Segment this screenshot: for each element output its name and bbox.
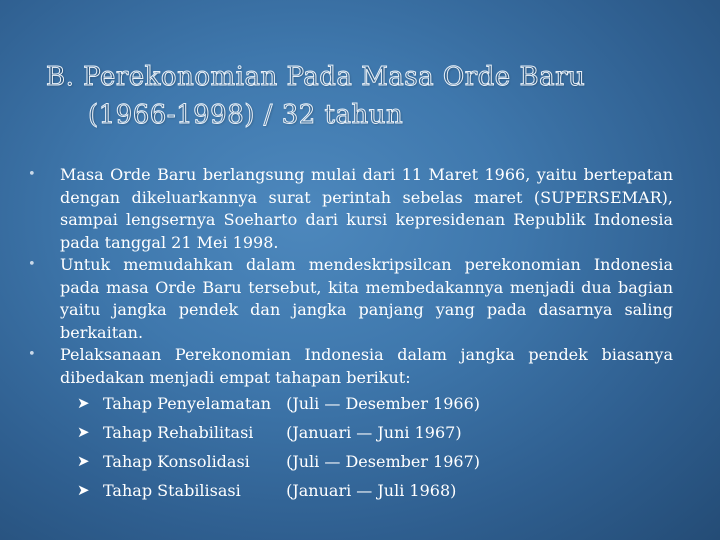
stage-name: Tahap Stabilisasi (103, 481, 241, 500)
arrow-right-icon: ➤ (77, 481, 90, 499)
bullet-text: Pelaksanaan Perekonomian Indonesia dalam jangka pendek biasanya dibedakan menjadi empat tahapan berikut: (60, 345, 673, 387)
bullet-text: Masa Orde Baru berlangsung mulai dari 11 Maret 1966, yaitu bertepatan dengan dikeluarkannya surat perintah sebelas maret (SUPERSEMAR), sampai lengsernya Soeharto dari kursi kepresidenan Republik Indonesia pada tanggal 21 Mei 1998. (60, 165, 673, 252)
bullet-item (28, 344, 673, 389)
stage-item (28, 447, 673, 476)
stage-name: Tahap Penyelamatan (103, 394, 272, 413)
arrow-right-icon: ➤ (77, 452, 90, 470)
bullet-dot-icon: • (28, 347, 36, 362)
slide-title-line-2: (1966-1998) / 32 tahun (88, 100, 404, 130)
slide-title (0, 58, 720, 134)
stage-item (28, 476, 673, 505)
stage-name: Tahap Konsolidasi (103, 452, 250, 471)
bullet-item (28, 164, 673, 254)
slide-title-line-1: B. Perekonomian Pada Masa Orde Baru (46, 62, 586, 92)
stage-period: (Januari — Juli 1968) (286, 481, 457, 500)
arrow-right-icon: ➤ (77, 423, 90, 441)
bullet-dot-icon: • (28, 257, 36, 272)
arrow-right-icon: ➤ (77, 394, 90, 412)
slide-content (28, 164, 673, 505)
stage-name: Tahap Rehabilitasi (103, 423, 254, 442)
stage-period: (Juli — Desember 1967) (286, 452, 481, 471)
bullet-text: Untuk memudahkan dalam mendeskripsilcan perekonomian Indonesia pada masa Orde Baru tersebut, kita membedakannya menjadi dua bagian yaitu jangka pendek dan jangka panjang yang pada dasarnya saling berkaitan. (60, 255, 673, 342)
stage-list (28, 389, 673, 505)
bullet-item (28, 254, 673, 344)
stage-period: (Januari — Juni 1967) (286, 423, 462, 442)
stage-item (28, 418, 673, 447)
stage-period: (Juli — Desember 1966) (286, 394, 481, 413)
stage-item (28, 389, 673, 418)
bullet-dot-icon: • (28, 167, 36, 182)
